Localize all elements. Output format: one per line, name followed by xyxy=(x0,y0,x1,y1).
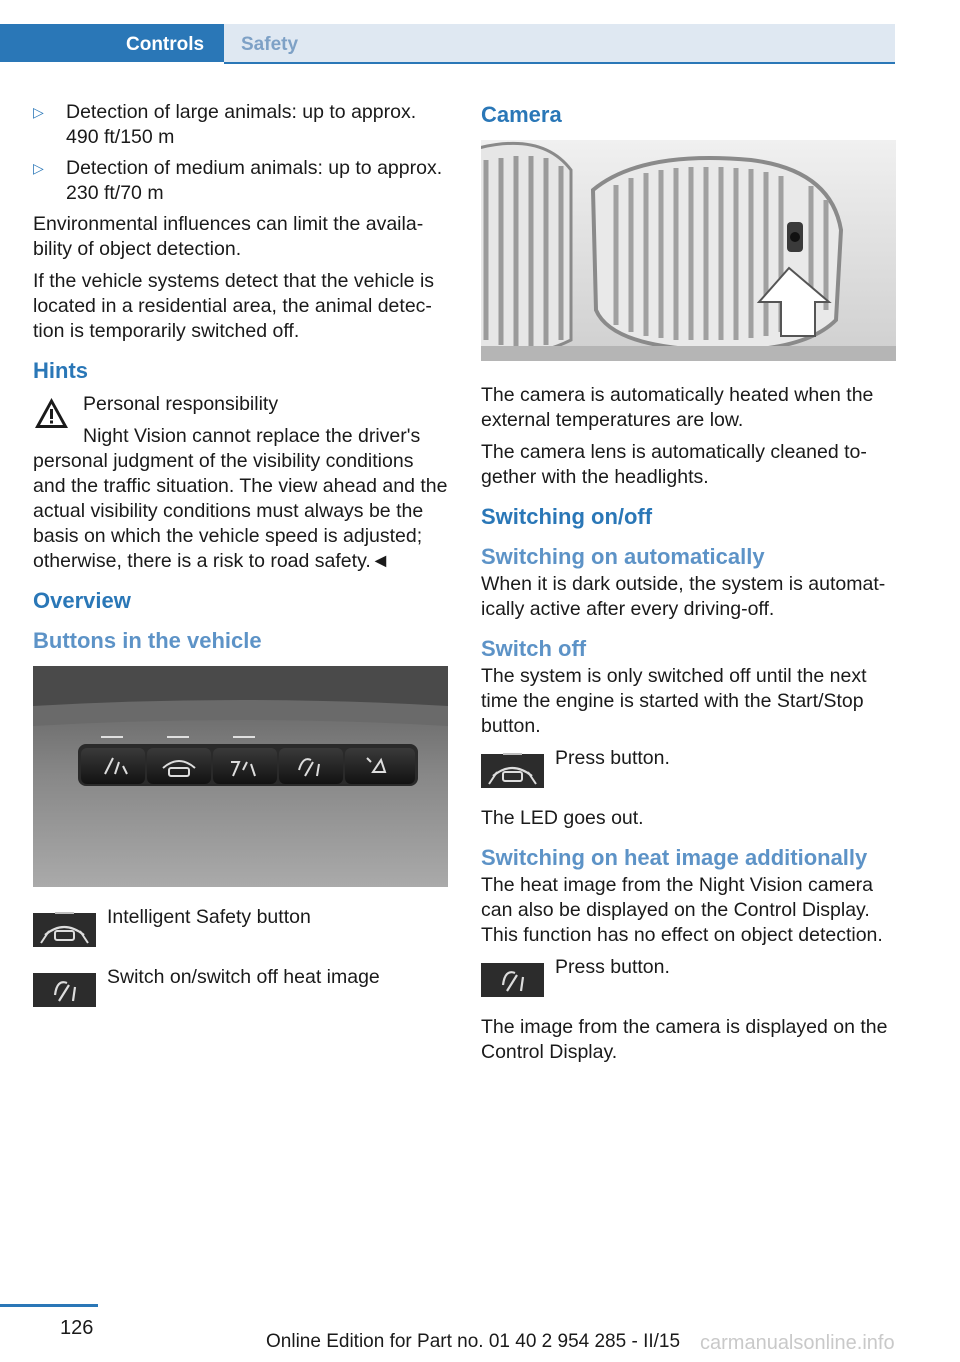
list-item: ▷ Detection of medium animals: up to approx. 230 ft/70 m xyxy=(33,157,443,204)
section-heading-hints: Hints xyxy=(33,358,88,383)
paragraph: The heat image from the Night Vision camera can also be displayed on the Control Display. This function has no effect on object detection. xyxy=(481,874,883,946)
paragraph: The camera lens is automatically cleaned together with the headlights. xyxy=(481,441,867,488)
paragraph: The system is only switched off until the next time the engine is started with the Start/Stop button. xyxy=(481,665,867,737)
warning-title: Personal responsibility xyxy=(83,393,279,415)
left-column xyxy=(33,100,448,1025)
subsection-heading-heat-image: Switching on heat image additionally xyxy=(481,845,868,870)
heat-image-icon xyxy=(33,969,96,1007)
page-number: 126 xyxy=(60,1317,94,1339)
triangle-bullet-icon: ▷ xyxy=(33,160,44,176)
press-button-label: Press button. xyxy=(555,956,670,978)
tab-controls[interactable] xyxy=(0,24,224,62)
detection-list xyxy=(33,100,448,206)
press-button-label: Press button. xyxy=(555,747,670,769)
intelligent-safety-row xyxy=(33,905,448,951)
heat-image-icon xyxy=(481,959,544,997)
heat-image-row xyxy=(33,965,448,1011)
subsection-heading-switch-off: Switch off xyxy=(481,636,587,661)
paragraph: The camera is automatically heated when the external temperatures are low. xyxy=(481,384,874,431)
warning-body: Night Vision cannot replace the driver's personal judgment of the visibility conditions and the traffic situation. The view ahead and the actual visibility conditions must always be the basis on which the vehicle speed is adjusted; otherwise, there is a risk to road safety.◄ xyxy=(33,425,448,572)
list-item: ▷ Detection of large animals: up to approx. 490 ft/150 m xyxy=(33,101,417,148)
subsection-heading-auto: Switching on automatically xyxy=(481,544,765,569)
intelligent-safety-icon xyxy=(33,909,96,947)
triangle-bullet-icon: ▷ xyxy=(33,104,44,120)
footer-rule xyxy=(0,1304,98,1307)
subsection-heading-buttons: Buttons in the vehicle xyxy=(33,628,262,653)
camera-grille-photo xyxy=(481,140,896,361)
watermark: carmanualsonline.info xyxy=(700,1332,895,1354)
tab-safety[interactable] xyxy=(224,24,895,62)
paragraph: When it is dark outside, the system is automatically active after every driving-off. xyxy=(481,573,886,620)
warning-icon xyxy=(33,396,70,430)
edition-note: Online Edition for Part no. 01 40 2 954 285 - II/15 xyxy=(266,1331,681,1352)
header-rule xyxy=(224,62,895,64)
paragraph: Environmental influences can limit the availability of object detection. xyxy=(33,213,424,260)
heat-image-label: Switch on/switch off heat image xyxy=(107,966,380,988)
section-heading-switching: Switching on/off xyxy=(481,504,653,529)
intelligent-safety-label: Intelligent Safety button xyxy=(107,906,311,928)
warning-block xyxy=(33,392,448,574)
intelligent-safety-icon xyxy=(481,750,544,788)
section-heading-camera: Camera xyxy=(481,102,562,127)
paragraph: The image from the camera is displayed on the Control Display. xyxy=(481,1016,888,1063)
paragraph: If the vehicle systems detect that the vehicle is located in a residential area, the animal detection is temporarily switched off. xyxy=(33,270,435,342)
press-heat-row xyxy=(481,955,896,1001)
section-heading-overview: Overview xyxy=(33,588,131,613)
press-safety-row xyxy=(481,746,896,792)
running-header xyxy=(0,24,895,62)
paragraph: The LED goes out. xyxy=(481,807,644,829)
tab-safety-label: Safety xyxy=(241,34,299,55)
right-column xyxy=(481,100,896,1072)
tab-controls-label: Controls xyxy=(126,34,205,55)
vehicle-buttons-photo xyxy=(33,666,448,887)
